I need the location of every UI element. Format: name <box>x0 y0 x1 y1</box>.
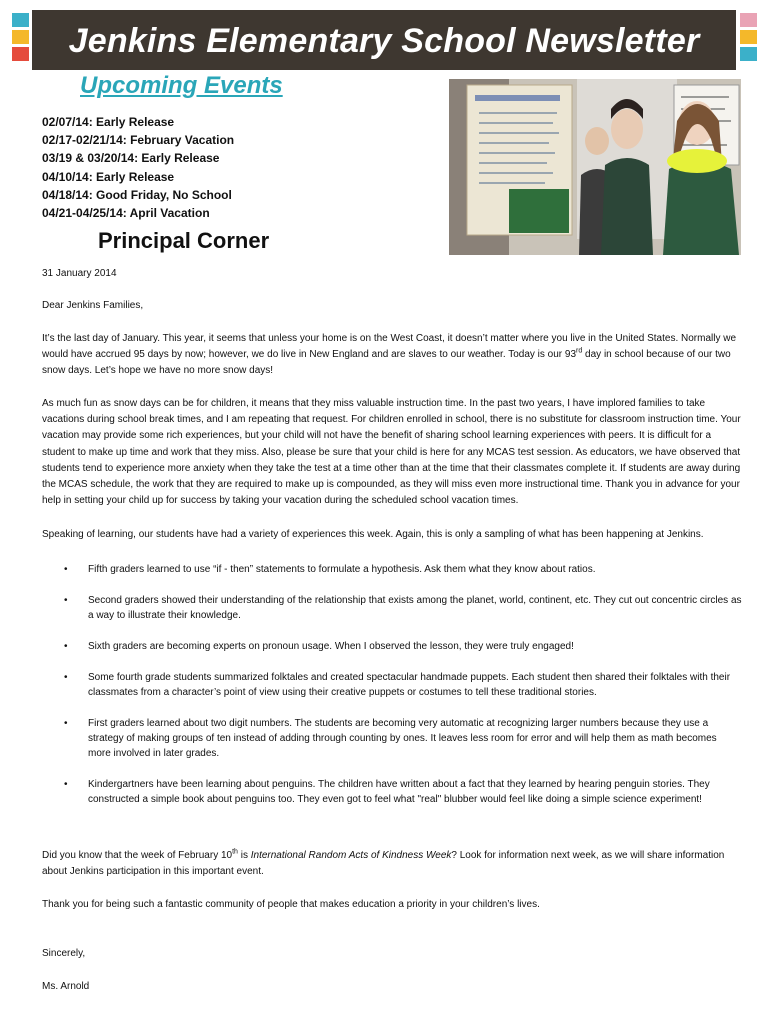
bullet-marker: • <box>64 718 68 729</box>
kindness-week-name: International Random Acts of Kindness Week <box>250 850 452 861</box>
paragraph-learning-intro: Speaking of learning, our students have had a variety of experiences this week. Again, this is only a sampling of what has been happening at Jenkins. <box>42 529 704 540</box>
letter-signature: Ms. Arnold <box>42 981 90 992</box>
learning-highlights-list <box>42 562 742 823</box>
paragraph-snow-days-part2: day in school because of our two snow days. Let’s hope we have no more snow days! <box>42 349 731 377</box>
list-item <box>42 639 742 654</box>
upcoming-events-heading: Upcoming Events <box>80 72 283 99</box>
event-item: 04/10/14: Early Release <box>42 169 175 184</box>
letter-closing: Sincerely, <box>42 948 86 959</box>
principal-corner-heading: Principal Corner <box>98 228 270 253</box>
deco-square-blue-left <box>12 13 29 27</box>
ordinal-suffix: rd <box>576 347 583 355</box>
list-item-text: First graders learned about two digit numbers. The students are becoming very automatic at recognizing larger numbers because they use a strategy of making groups of ten instead of adding through counting by ones. It leaves less room for error and will help them as math becomes more involved in later grades. <box>88 718 717 759</box>
kindness-week-part2: is <box>237 850 251 861</box>
bullet-marker: • <box>64 595 68 606</box>
bullet-marker: • <box>64 779 68 790</box>
upcoming-events-list <box>42 113 234 222</box>
bullet-marker: • <box>64 672 68 683</box>
classroom-photo <box>449 79 741 255</box>
list-item-text: Kindergartners have been learning about penguins. The children have written about a fact that they learned by hearing penguin stories. They constructed a simple book about penguins too. They even got to feel what "real" blubber would feel like doing a simple science experiment! <box>88 779 710 805</box>
list-item-text: Sixth graders are becoming experts on pronoun usage. When I observed the lesson, they were truly engaged! <box>88 641 574 652</box>
deco-square-blue-right <box>740 47 757 61</box>
kindness-week-part3: ? Look for information next week, as we will share information about Jenkins participation in this important event. <box>42 850 725 878</box>
bullet-marker: • <box>64 641 68 652</box>
paragraph-vacation-request: As much fun as snow days can be for children, it means that they miss valuable instruction time. In the past two years, I have implored families to take vacations during school break times, and I am repeating that request. For children enrolled in school, there is no substitute for classroom instruction time. Your vacation may provide some rich experiences, but your child will not have the benefit of sharing school learning experiences with peers. It is difficult for a student to make up time and work that they miss. Also, please be sure that your child is here for any MCAS test session. As educators, we have observed that students tend to experience more anxiety when they take the test at a time other than at the time that their classmates complete it. If students are away during the MCAS schedule, the work that they are required to make up is compounded, as they will miss even more instructional time. Thank you in advance for your help in setting your child up for success by taking your vacation during the scheduled school vacation times. <box>42 398 741 507</box>
deco-square-yellow-right <box>740 30 757 44</box>
list-item-text: Some fourth grade students summarized folktales and created spectacular handmade puppets. Each student then shared their folktales with their classmates from a character’s point of view using their creative puppets or costumes to tell these traditional stories. <box>88 672 731 698</box>
deco-square-pink-right <box>740 13 757 27</box>
event-item: 03/19 & 03/20/14: Early Release <box>42 151 220 166</box>
list-item-text: Fifth graders learned to use “if - then” statements to formulate a hypothesis. Ask them what they know about ratios. <box>88 564 596 575</box>
paragraph-snow-days <box>42 331 744 380</box>
paragraph-thank-you: Thank you for being such a fantastic community of people that makes education a priority in your children’s lives. <box>42 899 540 910</box>
paragraph-snow-days-part1: It’s the last day of January. This year, it seems that unless your home is on the West Coast, it doesn’t matter where you live in the United States. Normally we would have accrued 95 days by now; however, we do live in New England and are slaves to our weather. Today is our 93 <box>42 333 737 361</box>
letter-date: 31 January 2014 <box>42 268 117 279</box>
deco-square-yellow-left <box>12 30 29 44</box>
list-item <box>42 593 742 623</box>
event-item: 02/17-02/21/14: February Vacation <box>42 133 235 148</box>
bullet-marker: • <box>64 564 68 575</box>
event-item: 04/21-04/25/14: April Vacation <box>42 206 210 221</box>
list-item-text: Second graders showed their understanding of the relationship that exists among the planet, world, continent, etc. They cut out concentric circles as a way to illustrate their knowledge. <box>88 595 742 621</box>
list-item <box>42 562 742 577</box>
list-item <box>42 716 742 761</box>
kindness-week-part1: Did you know that the week of February 10 <box>42 850 233 861</box>
list-item <box>42 670 742 700</box>
ordinal-suffix: th <box>232 848 238 856</box>
event-item: 02/07/14: Early Release <box>42 115 175 129</box>
paragraph-kindness-week <box>42 848 744 880</box>
list-item <box>42 777 742 807</box>
newsletter-title: Jenkins Elementary School Newsletter <box>68 22 700 60</box>
letter-greeting: Dear Jenkins Families, <box>42 300 144 311</box>
deco-square-red-left <box>12 47 29 61</box>
event-item: 04/18/14: Good Friday, No School <box>42 187 232 202</box>
